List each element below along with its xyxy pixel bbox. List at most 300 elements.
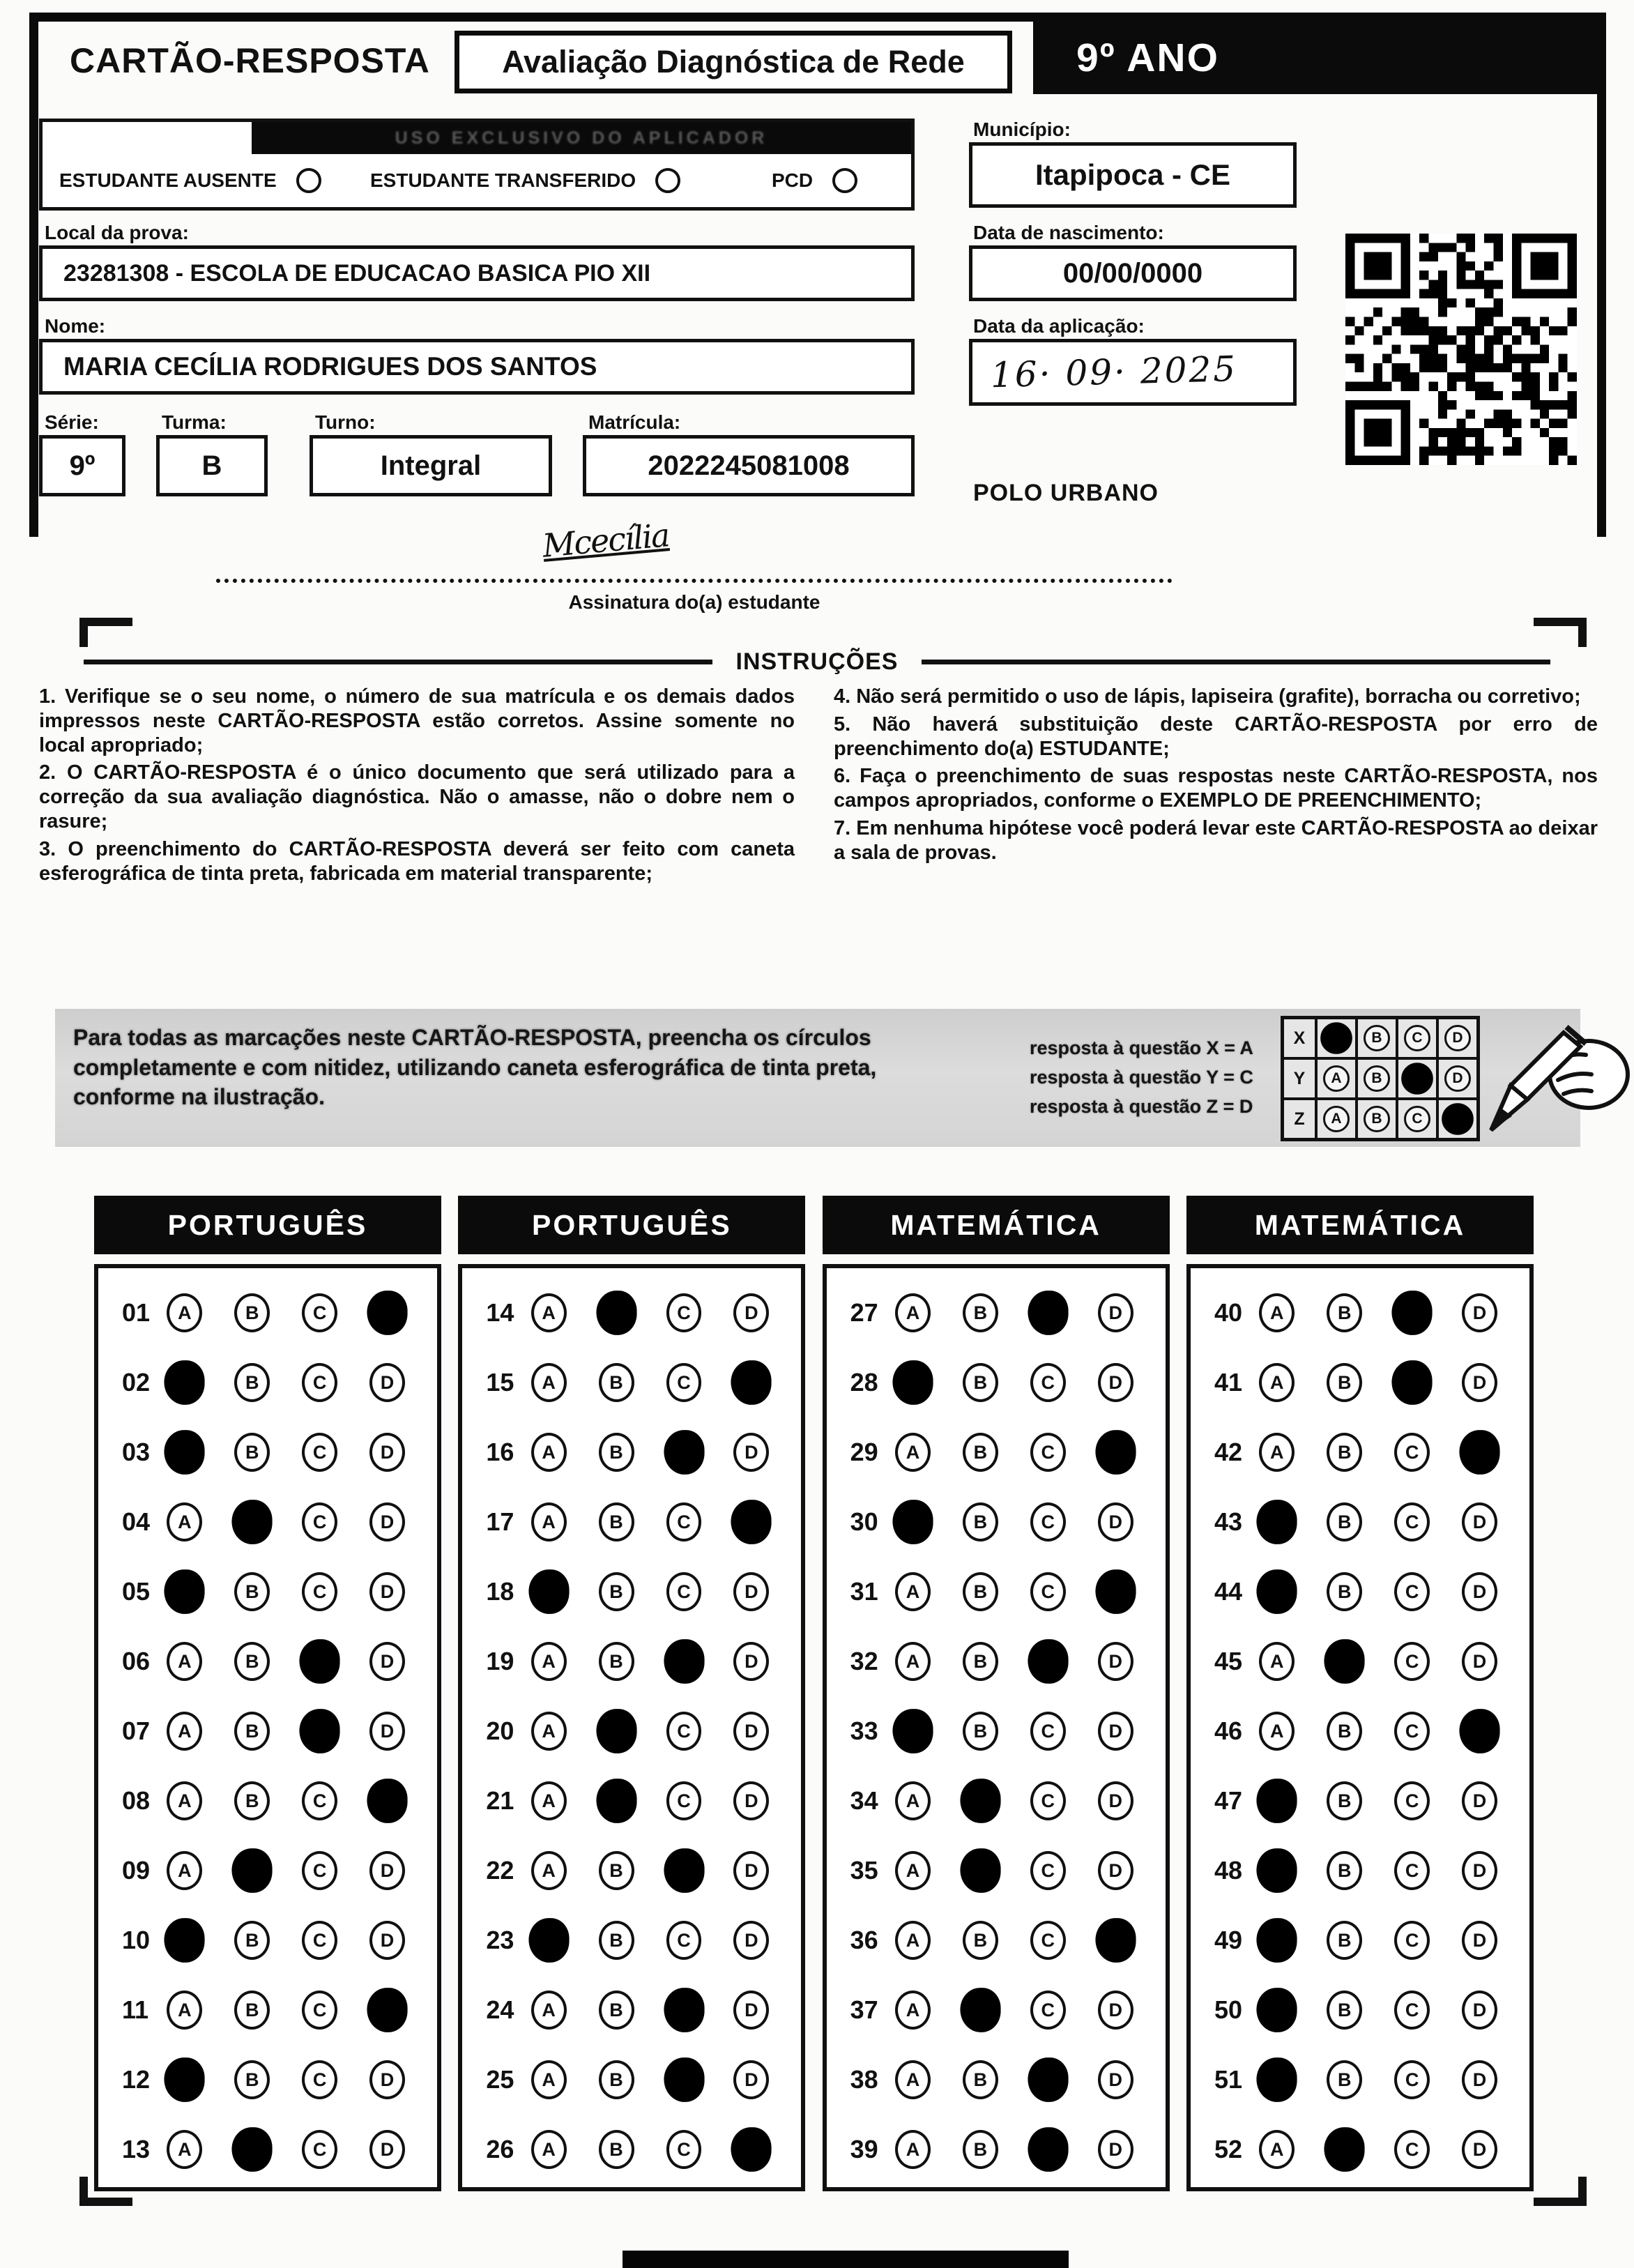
answer-bubble-46-d: [1459, 1709, 1499, 1753]
answer-bubble-31-c: C: [1030, 1572, 1066, 1611]
question-number-21: 21: [486, 1786, 514, 1815]
instruction-item-3: 3. O preenchimento do CARTÃO-RESPOSTA deverá ser feito com caneta esferográfica de tinta preta, fabricada em material transparente;: [39, 837, 795, 885]
answer-bubble-35-d: D: [1098, 1851, 1133, 1890]
answer-bubble-18-c: C: [666, 1572, 702, 1611]
example-bubble-x-b: B: [1364, 1025, 1390, 1051]
answer-bubble-08-b: B: [234, 1781, 270, 1820]
answer-box-2: [458, 1264, 805, 2191]
matricula-field: [583, 435, 915, 496]
question-row-19: [486, 1627, 801, 1696]
example-cell-z-a: [1316, 1099, 1357, 1139]
question-row-34: [850, 1766, 1166, 1836]
answer-bubble-33-d: D: [1098, 1712, 1133, 1751]
answer-bubble-31-a: A: [895, 1572, 931, 1611]
answer-bubble-34-a: A: [895, 1781, 931, 1820]
question-row-04: [122, 1487, 437, 1557]
question-row-48: [1214, 1836, 1529, 1905]
question-row-50: [1214, 1975, 1529, 2045]
section-title-1: PORTUGUÊS: [94, 1196, 441, 1254]
question-row-25: [486, 2045, 801, 2115]
answer-bubble-20-d: D: [733, 1712, 769, 1751]
answer-bubble-40-b: B: [1327, 1293, 1362, 1332]
answer-bubble-36-c: C: [1030, 1921, 1066, 1960]
answer-bubble-19-a: A: [531, 1642, 567, 1681]
answer-bubble-26-b: B: [599, 2130, 634, 2169]
answer-bubble-47-b: B: [1327, 1781, 1362, 1820]
pcd-bubble: [832, 168, 857, 193]
question-row-46: [1214, 1696, 1529, 1766]
answer-bubble-41-d: D: [1462, 1363, 1497, 1402]
answer-bubble-46-b: B: [1327, 1712, 1362, 1751]
turma-label: Turma:: [162, 411, 227, 433]
corner-mark-bottom-right: [1534, 2177, 1587, 2206]
student-signature-handwriting: Mcecília: [540, 516, 671, 565]
answer-bubble-08-c: C: [302, 1781, 337, 1820]
question-number-16: 16: [486, 1438, 514, 1466]
question-row-22: [486, 1836, 801, 1905]
question-row-51: [1214, 2045, 1529, 2115]
answer-bubble-28-a: [892, 1360, 933, 1405]
question-row-13: [122, 2115, 437, 2184]
instruction-item-1: 1. Verifique se o seu nome, o número de sua matrícula e os demais dados impressos neste CARTÃO-RESPOSTA estão corretos. Assine somente no local apropriado;: [39, 685, 795, 756]
answer-bubble-02-d: D: [369, 1363, 405, 1402]
answer-bubble-17-a: A: [531, 1502, 567, 1542]
answer-bubble-33-b: B: [963, 1712, 998, 1751]
answer-bubble-41-b: B: [1327, 1363, 1362, 1402]
applicator-use-bar: [252, 122, 911, 154]
example-cell-z-b: [1357, 1099, 1397, 1139]
answer-bubble-29-c: C: [1030, 1433, 1066, 1472]
answer-bubble-44-a: [1257, 1569, 1297, 1614]
status-estudante-transferido-label: ESTUDANTE TRANSFERIDO: [370, 169, 636, 191]
answer-bubble-33-a: [892, 1709, 933, 1753]
answer-bubble-39-a: A: [895, 2130, 931, 2169]
example-grid-row-x: [1283, 1018, 1478, 1058]
data-nascimento-value: 00/00/0000: [1062, 257, 1203, 289]
answer-bubble-01-a: A: [167, 1293, 202, 1332]
question-number-01: 01: [122, 1298, 151, 1327]
answer-column-3: [823, 1196, 1170, 2191]
question-row-28: [850, 1348, 1166, 1417]
answer-bubble-50-d: D: [1462, 1991, 1497, 2030]
instructions-title: INSTRUÇÕES: [735, 648, 899, 675]
answer-bubble-19-b: B: [599, 1642, 634, 1681]
question-row-16: [486, 1417, 801, 1487]
municipio-label: Município:: [973, 119, 1071, 140]
answer-bubble-22-d: D: [733, 1851, 769, 1890]
answer-bubble-45-d: D: [1462, 1642, 1497, 1681]
estudante-transferido-bubble: [655, 168, 680, 193]
question-row-45: [1214, 1627, 1529, 1696]
qr-code: [1345, 234, 1577, 465]
answer-bubble-45-c: C: [1394, 1642, 1430, 1681]
answer-bubble-23-b: B: [599, 1921, 634, 1960]
corner-mark-top-left: [79, 618, 132, 647]
example-row-label-x: X: [1283, 1018, 1316, 1058]
question-number-38: 38: [850, 2065, 878, 2094]
answer-bubble-34-b: [960, 1779, 1000, 1823]
question-row-36: [850, 1905, 1166, 1975]
question-row-40: [1214, 1278, 1529, 1348]
matricula-value: 2022245081008: [648, 450, 850, 481]
question-row-24: [486, 1975, 801, 2045]
question-row-17: [486, 1487, 801, 1557]
answer-bubble-01-c: C: [302, 1293, 337, 1332]
answer-bubble-42-a: A: [1259, 1433, 1295, 1472]
question-number-51: 51: [1214, 2065, 1243, 2094]
answer-bubble-05-c: C: [302, 1572, 337, 1611]
answer-bubble-14-d: D: [733, 1293, 769, 1332]
answer-bubble-38-a: A: [895, 2060, 931, 2099]
answer-bubble-08-a: A: [167, 1781, 202, 1820]
question-number-24: 24: [486, 1995, 514, 2024]
question-number-11: 11: [122, 1995, 149, 2024]
answer-bubble-48-d: D: [1462, 1851, 1497, 1890]
status-pcd-label: PCD: [772, 169, 814, 191]
answer-bubble-40-c: [1392, 1291, 1433, 1335]
question-number-07: 07: [122, 1717, 151, 1745]
answer-bubble-49-a: [1257, 1918, 1297, 1963]
answer-bubble-24-b: B: [599, 1991, 634, 2030]
answer-bubble-14-b: [596, 1291, 636, 1335]
question-number-05: 05: [122, 1577, 151, 1606]
answer-bubble-07-b: B: [234, 1712, 270, 1751]
answer-bubble-23-a: [528, 1918, 569, 1963]
example-bubble-z-a: A: [1323, 1106, 1350, 1132]
answer-bubble-27-b: B: [963, 1293, 998, 1332]
answer-bubble-24-a: A: [531, 1991, 567, 2030]
answer-bubble-08-d: [367, 1779, 408, 1823]
answer-bubble-28-b: B: [963, 1363, 998, 1402]
answer-bubble-12-a: [165, 2057, 205, 2102]
question-number-09: 09: [122, 1856, 151, 1885]
answer-bubble-18-d: D: [733, 1572, 769, 1611]
answer-bubble-26-c: C: [666, 2130, 702, 2169]
question-row-31: [850, 1557, 1166, 1627]
question-number-12: 12: [122, 2065, 151, 2094]
answer-bubble-02-c: C: [302, 1363, 337, 1402]
question-number-02: 02: [122, 1368, 151, 1396]
question-number-14: 14: [486, 1298, 514, 1327]
data-nascimento-label: Data de nascimento:: [973, 222, 1164, 243]
question-number-20: 20: [486, 1717, 514, 1745]
example-bubble-z-c: C: [1404, 1106, 1430, 1132]
answer-bubble-05-b: B: [234, 1572, 270, 1611]
answer-bubble-06-b: B: [234, 1642, 270, 1681]
question-row-10: [122, 1905, 437, 1975]
question-row-35: [850, 1836, 1166, 1905]
serie-label: Série:: [45, 411, 99, 433]
answer-bubble-16-b: B: [599, 1433, 634, 1472]
answer-bubble-27-d: D: [1098, 1293, 1133, 1332]
fill-example-box: [55, 1009, 1580, 1147]
answer-bubble-52-b: [1324, 2127, 1365, 2172]
answer-bubble-10-a: [165, 1918, 205, 1963]
question-number-44: 44: [1214, 1577, 1243, 1606]
question-number-25: 25: [486, 2065, 514, 2094]
legend-line-x: resposta à questão X = A: [1030, 1037, 1253, 1058]
bottom-registration-bar: [623, 2251, 1069, 2268]
example-grid: [1281, 1016, 1480, 1141]
answer-bubble-50-a: [1257, 1988, 1297, 2032]
turma-field: [156, 435, 268, 496]
answer-bubble-06-c: [300, 1639, 340, 1684]
example-cell-y-a: [1316, 1058, 1357, 1099]
matricula-label: Matrícula:: [588, 411, 681, 433]
local-da-prova-label: Local da prova:: [45, 222, 189, 243]
answer-bubble-38-c: [1028, 2057, 1068, 2102]
fill-example-legend: [1030, 1034, 1253, 1122]
answer-bubble-16-c: [664, 1430, 704, 1475]
answer-bubble-15-c: C: [666, 1363, 702, 1402]
answer-bubble-34-d: D: [1098, 1781, 1133, 1820]
local-da-prova-field: [39, 245, 915, 301]
answer-bubble-50-b: B: [1327, 1991, 1362, 2030]
question-number-13: 13: [122, 2135, 151, 2163]
question-row-33: [850, 1696, 1166, 1766]
question-row-39: [850, 2115, 1166, 2184]
answer-bubble-42-d: [1459, 1430, 1499, 1475]
question-row-20: [486, 1696, 801, 1766]
instruction-item-6: 6. Faça o preenchimento de suas respostas neste CARTÃO-RESPOSTA, nos campos apropriados, conforme o EXEMPLO DE PREENCHIMENTO;: [834, 765, 1598, 812]
answer-sections: [94, 1196, 1534, 2191]
question-number-41: 41: [1214, 1368, 1243, 1396]
data-aplicacao-label: Data da aplicação:: [973, 315, 1145, 337]
question-row-47: [1214, 1766, 1529, 1836]
answer-bubble-12-b: B: [234, 2060, 270, 2099]
instructions-right-column: [834, 685, 1598, 869]
answer-bubble-42-c: C: [1394, 1433, 1430, 1472]
answer-bubble-11-a: A: [167, 1991, 202, 2030]
answer-bubble-32-d: D: [1098, 1642, 1133, 1681]
answer-bubble-01-b: B: [234, 1293, 270, 1332]
question-number-33: 33: [850, 1717, 878, 1745]
answer-bubble-37-a: A: [895, 1991, 931, 2030]
legend-line-y: resposta à questão Y = C: [1030, 1066, 1253, 1088]
answer-bubble-46-c: C: [1394, 1712, 1430, 1751]
question-number-04: 04: [122, 1507, 151, 1536]
answer-bubble-32-c: [1028, 1639, 1068, 1684]
answer-bubble-51-b: B: [1327, 2060, 1362, 2099]
answer-bubble-50-c: C: [1394, 1991, 1430, 2030]
answer-bubble-36-a: A: [895, 1921, 931, 1960]
answer-box-4: [1186, 1264, 1534, 2191]
answer-bubble-09-b: [232, 1848, 273, 1893]
answer-bubble-19-d: D: [733, 1642, 769, 1681]
question-number-37: 37: [850, 1995, 878, 2024]
answer-bubble-40-a: A: [1259, 1293, 1295, 1332]
example-cell-y-b: [1357, 1058, 1397, 1099]
status-estudante-ausente: [59, 165, 321, 196]
example-row-label-y: Y: [1283, 1058, 1316, 1099]
municipio-field: [969, 142, 1297, 208]
answer-bubble-43-a: [1257, 1500, 1297, 1544]
answer-bubble-39-c: [1028, 2127, 1068, 2172]
question-row-11: [122, 1975, 437, 2045]
answer-bubble-36-b: B: [963, 1921, 998, 1960]
answer-bubble-25-b: B: [599, 2060, 634, 2099]
answer-bubble-51-a: [1257, 2057, 1297, 2102]
question-number-32: 32: [850, 1647, 878, 1675]
applicator-use-label: USO EXCLUSIVO DO APLICADOR: [395, 128, 768, 148]
answer-bubble-16-a: A: [531, 1433, 567, 1472]
question-number-23: 23: [486, 1926, 514, 1954]
answer-bubble-24-d: D: [733, 1991, 769, 2030]
question-number-47: 47: [1214, 1786, 1243, 1815]
answer-bubble-05-a: [165, 1569, 205, 1614]
answer-bubble-19-c: [664, 1639, 704, 1684]
answer-bubble-37-c: C: [1030, 1991, 1066, 2030]
answer-bubble-35-a: A: [895, 1851, 931, 1890]
turno-value: Integral: [380, 450, 482, 481]
status-pcd: [772, 165, 857, 196]
answer-bubble-23-c: C: [666, 1921, 702, 1960]
estudante-ausente-bubble: [296, 168, 321, 193]
question-number-48: 48: [1214, 1856, 1243, 1885]
question-row-52: [1214, 2115, 1529, 2184]
question-row-12: [122, 2045, 437, 2115]
answer-bubble-39-d: D: [1098, 2130, 1133, 2169]
answer-bubble-04-b: [232, 1500, 273, 1544]
question-number-03: 03: [122, 1438, 151, 1466]
turma-value: B: [201, 450, 222, 481]
question-row-06: [122, 1627, 437, 1696]
question-row-41: [1214, 1348, 1529, 1417]
question-number-15: 15: [486, 1368, 514, 1396]
example-cell-y-c: [1397, 1058, 1437, 1099]
answer-bubble-03-b: B: [234, 1433, 270, 1472]
answer-bubble-04-a: A: [167, 1502, 202, 1542]
answer-bubble-40-d: D: [1462, 1293, 1497, 1332]
example-bubble-x-d: D: [1444, 1025, 1471, 1051]
answer-bubble-14-c: C: [666, 1293, 702, 1332]
answer-bubble-32-a: A: [895, 1642, 931, 1681]
data-nascimento-field: [969, 245, 1297, 301]
answer-bubble-35-c: C: [1030, 1851, 1066, 1890]
serie-value: 9º: [69, 450, 96, 481]
answer-bubble-48-c: C: [1394, 1851, 1430, 1890]
question-number-27: 27: [850, 1298, 878, 1327]
question-row-01: [122, 1278, 437, 1348]
answer-bubble-43-b: B: [1327, 1502, 1362, 1542]
question-row-43: [1214, 1487, 1529, 1557]
answer-box-1: [94, 1264, 441, 2191]
answer-bubble-28-c: C: [1030, 1363, 1066, 1402]
answer-bubble-34-c: C: [1030, 1781, 1066, 1820]
answer-bubble-13-d: D: [369, 2130, 405, 2169]
example-bubble-x-c: C: [1404, 1025, 1430, 1051]
answer-bubble-06-a: A: [167, 1642, 202, 1681]
answer-bubble-04-c: C: [302, 1502, 337, 1542]
answer-bubble-09-a: A: [167, 1851, 202, 1890]
question-number-31: 31: [850, 1577, 878, 1606]
answer-bubble-02-a: [165, 1360, 205, 1405]
sheet-title: CARTÃO-RESPOSTA: [70, 41, 430, 80]
question-number-08: 08: [122, 1786, 151, 1815]
answer-bubble-20-a: A: [531, 1712, 567, 1751]
question-number-40: 40: [1214, 1298, 1243, 1327]
question-number-35: 35: [850, 1856, 878, 1885]
answer-bubble-23-d: D: [733, 1921, 769, 1960]
question-row-29: [850, 1417, 1166, 1487]
answer-bubble-44-d: D: [1462, 1572, 1497, 1611]
answer-bubble-06-d: D: [369, 1642, 405, 1681]
example-bubble-y-d: D: [1444, 1065, 1471, 1092]
applicator-section: [39, 119, 915, 211]
answer-bubble-49-b: B: [1327, 1921, 1362, 1960]
example-bubble-y-c: [1401, 1063, 1433, 1095]
answer-bubble-07-a: A: [167, 1712, 202, 1751]
answer-bubble-21-a: A: [531, 1781, 567, 1820]
answer-bubble-31-b: B: [963, 1572, 998, 1611]
question-number-18: 18: [486, 1577, 514, 1606]
instruction-item-4: 4. Não será permitido o uso de lápis, lapiseira (grafite), borracha ou corretivo;: [834, 685, 1581, 708]
question-number-52: 52: [1214, 2135, 1243, 2163]
answer-bubble-02-b: B: [234, 1363, 270, 1402]
example-bubble-x-a: [1320, 1022, 1352, 1054]
answer-bubble-22-b: B: [599, 1851, 634, 1890]
example-bubble-z-b: B: [1364, 1106, 1390, 1132]
answer-bubble-03-d: D: [369, 1433, 405, 1472]
answer-bubble-37-b: [960, 1988, 1000, 2032]
answer-bubble-52-a: A: [1259, 2130, 1295, 2169]
answer-bubble-16-d: D: [733, 1433, 769, 1472]
question-row-09: [122, 1836, 437, 1905]
answer-bubble-18-b: B: [599, 1572, 634, 1611]
question-number-50: 50: [1214, 1995, 1243, 2024]
answer-bubble-33-c: C: [1030, 1712, 1066, 1751]
question-row-14: [486, 1278, 801, 1348]
answer-bubble-25-d: D: [733, 2060, 769, 2099]
answer-bubble-52-c: C: [1394, 2130, 1430, 2169]
answer-bubble-15-d: [731, 1360, 772, 1405]
grade-badge: 9º ANO: [1033, 22, 1597, 94]
serie-field: [39, 435, 125, 496]
answer-bubble-28-d: D: [1098, 1363, 1133, 1402]
answer-bubble-11-c: C: [302, 1991, 337, 2030]
answer-bubble-37-d: D: [1098, 1991, 1133, 2030]
example-bubble-y-b: B: [1364, 1065, 1390, 1092]
question-row-49: [1214, 1905, 1529, 1975]
question-number-34: 34: [850, 1786, 878, 1815]
answer-bubble-12-d: D: [369, 2060, 405, 2099]
example-grid-row-z: [1283, 1099, 1478, 1139]
question-number-28: 28: [850, 1368, 878, 1396]
answer-bubble-11-b: B: [234, 1991, 270, 2030]
local-da-prova-value: 23281308 - ESCOLA DE EDUCACAO BASICA PIO XII: [63, 259, 651, 287]
question-number-30: 30: [850, 1507, 878, 1536]
answer-bubble-47-a: [1257, 1779, 1297, 1823]
answer-column-4: [1186, 1196, 1534, 2191]
answer-bubble-03-c: C: [302, 1433, 337, 1472]
example-cell-x-c: [1397, 1018, 1437, 1058]
answer-bubble-35-b: [960, 1848, 1000, 1893]
question-row-07: [122, 1696, 437, 1766]
answer-bubble-42-b: B: [1327, 1433, 1362, 1472]
answer-bubble-48-a: [1257, 1848, 1297, 1893]
question-row-37: [850, 1975, 1166, 2045]
answer-bubble-10-d: D: [369, 1921, 405, 1960]
nome-label: Nome:: [45, 315, 106, 337]
answer-bubble-20-b: [596, 1709, 636, 1753]
section-title-2: PORTUGUÊS: [458, 1196, 805, 1254]
answer-bubble-07-c: [300, 1709, 340, 1753]
answer-bubble-43-c: C: [1394, 1502, 1430, 1542]
answer-column-1: [94, 1196, 441, 2191]
instructions-left-column: [39, 685, 795, 889]
question-row-30: [850, 1487, 1166, 1557]
answer-column-2: [458, 1196, 805, 2191]
